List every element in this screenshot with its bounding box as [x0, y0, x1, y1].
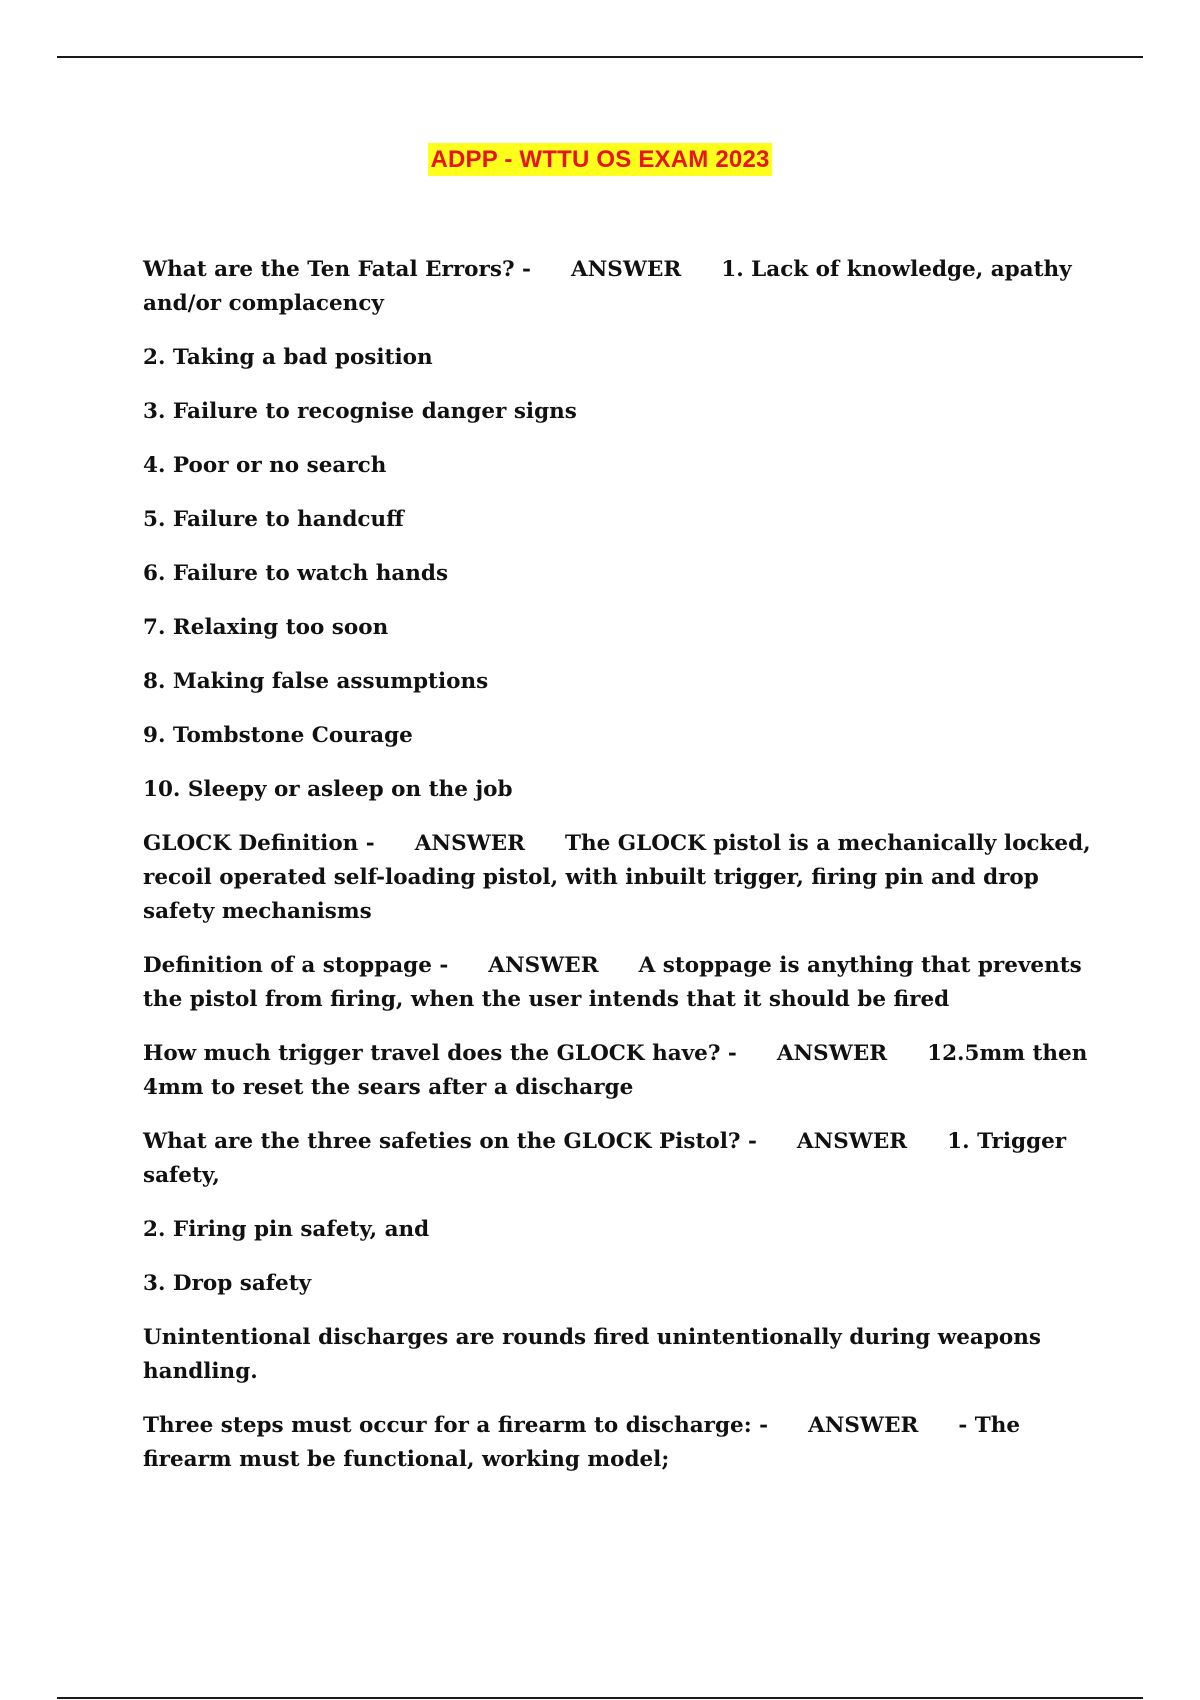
list-item: 10. Sleepy or asleep on the job — [143, 777, 513, 802]
top-rule — [57, 56, 1143, 58]
answer-text: 12.5mm then 4mm to reset the sears after a discharge — [143, 1041, 1088, 1100]
bottom-rule — [57, 1697, 1143, 1699]
title-wrap — [0, 143, 1200, 176]
question-text: GLOCK Definition - — [143, 831, 375, 856]
answer-label: ANSWER — [570, 257, 682, 282]
qa-item — [143, 1409, 1113, 1477]
answer-text: 1. Lack of knowledge, apathy and/or complacency — [143, 257, 1072, 316]
list-item: 6. Failure to watch hands — [143, 561, 449, 586]
answer-label: ANSWER — [808, 1413, 919, 1438]
qa-item — [143, 253, 1113, 321]
list-item: 4. Poor or no search — [143, 453, 387, 478]
list-item: 3. Failure to recognise danger signs — [143, 399, 577, 424]
qa-content — [143, 253, 1113, 1497]
list-item: 7. Relaxing too soon — [143, 615, 389, 640]
list-item: 2. Taking a bad position — [143, 345, 433, 370]
answer-text: A stoppage is anything that prevents the pistol from firing, when the user intends that it should be fired — [143, 953, 1082, 1012]
list-item: 5. Failure to handcuff — [143, 507, 404, 532]
question-text: What are the three safeties on the GLOCK Pistol? - — [143, 1129, 757, 1154]
question-text: Definition of a stoppage - — [143, 953, 449, 978]
answer-label: ANSWER — [776, 1041, 888, 1066]
qa-item — [143, 827, 1113, 929]
answer-text: The GLOCK pistol is a mechanically locked, recoil operated self-loading pistol, with inbuilt trigger, firing pin and drop safety mechanisms — [143, 831, 1091, 924]
answer-text: - The firearm must be functional, working model; — [143, 1413, 1021, 1472]
question-text: What are the Ten Fatal Errors? - — [143, 257, 531, 282]
question-text: How much trigger travel does the GLOCK have? - — [143, 1041, 737, 1066]
list-item: 3. Drop safety — [143, 1271, 312, 1296]
qa-item — [143, 949, 1113, 1017]
answer-label: ANSWER — [796, 1129, 908, 1154]
answer-label: ANSWER — [414, 831, 525, 856]
answer-text: 1. Trigger safety, — [143, 1129, 1067, 1188]
list-item: 9. Tombstone Courage — [143, 723, 413, 748]
document-title: ADPP - WTTU OS EXAM 2023 — [428, 143, 771, 176]
answer-label: ANSWER — [488, 953, 599, 978]
qa-item — [143, 1125, 1113, 1193]
list-item: 8. Making false assumptions — [143, 669, 489, 694]
list-item: 2. Firing pin safety, and — [143, 1217, 430, 1242]
statement-text: Unintentional discharges are rounds fired unintentionally during weapons handling. — [143, 1325, 1041, 1384]
question-text: Three steps must occur for a firearm to discharge: - — [143, 1413, 769, 1438]
qa-item — [143, 1037, 1113, 1105]
